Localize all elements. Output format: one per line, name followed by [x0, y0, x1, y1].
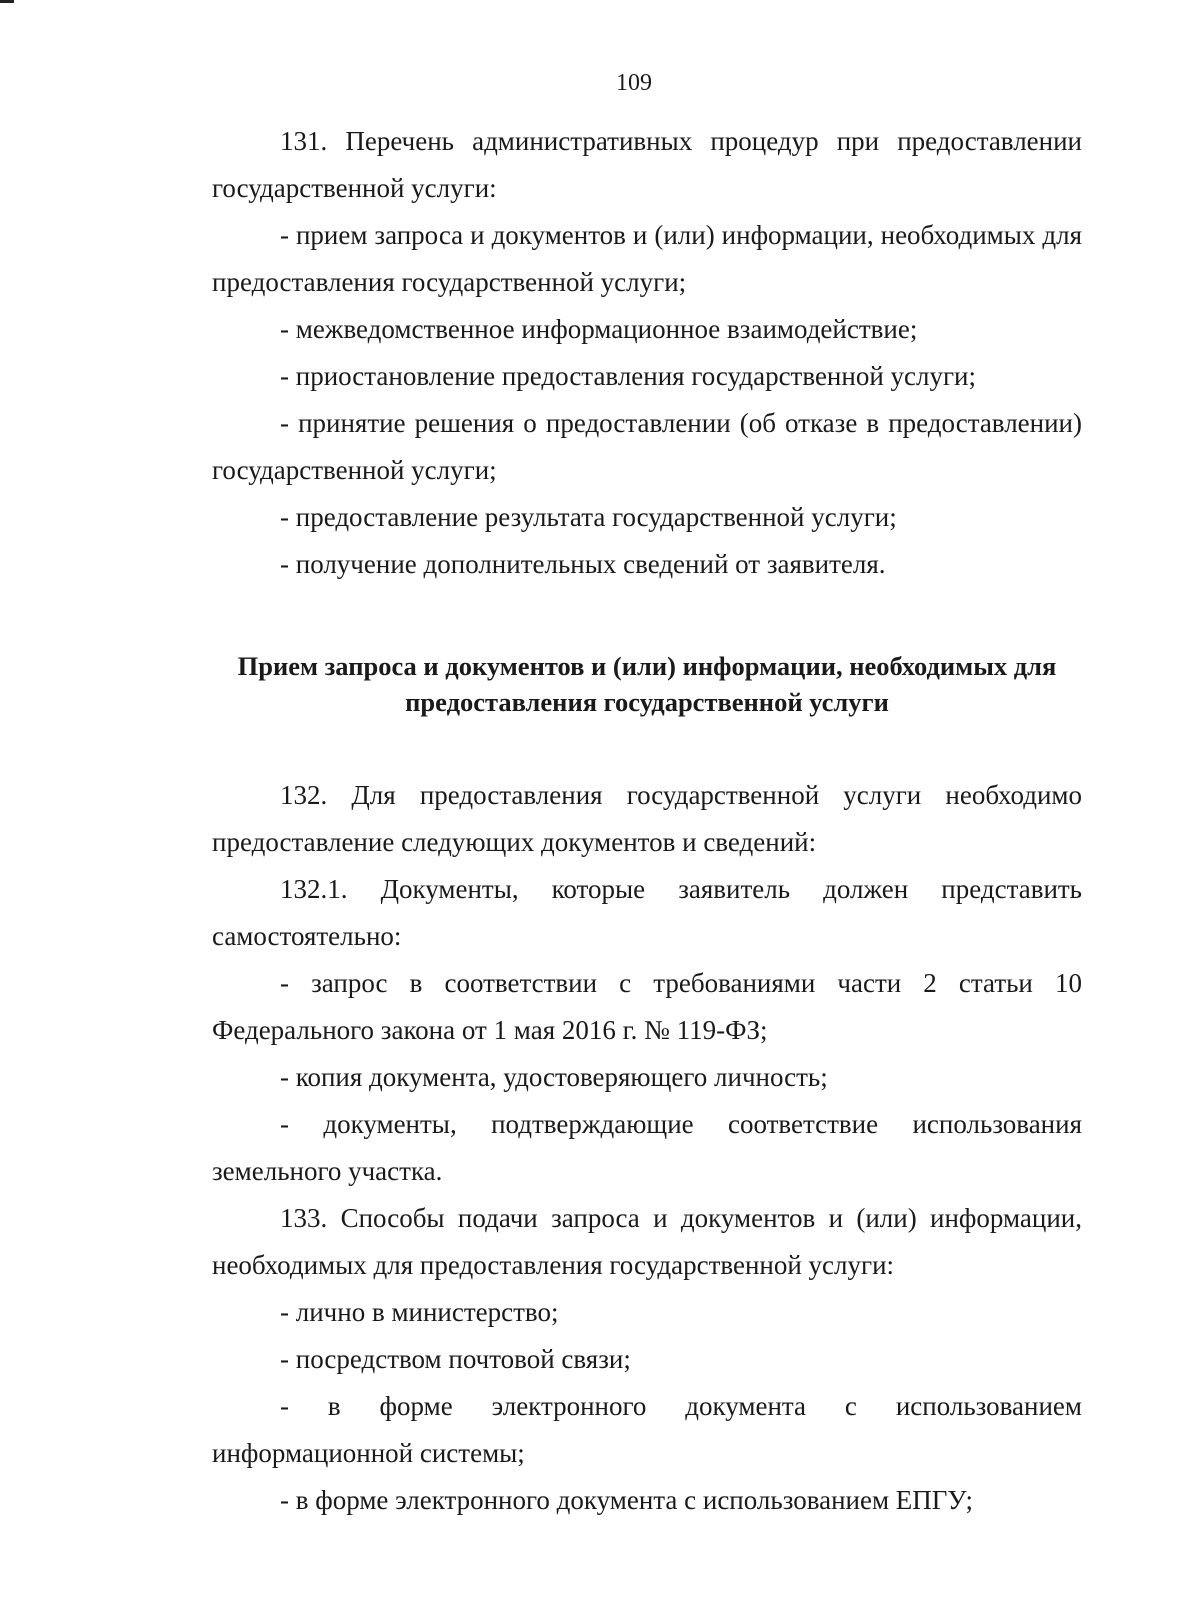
- list-item-epgu: - в форме электронного документа с использованием ЕПГУ;: [280, 1485, 973, 1515]
- list-item-result: - предоставление результата государственной услуги;: [280, 502, 897, 532]
- list-item-request: - запрос в соответствии с требованиями части 2 статьи 10 Федерального закона от 1 мая 2016 г. № 119-ФЗ;: [212, 968, 1082, 1045]
- section-heading-line-2: предоставления государственной услуги: [405, 687, 889, 717]
- scan-corner-mark: [0, 0, 14, 3]
- list-item-interaction: - межведомственное информационное взаимодействие;: [280, 314, 918, 344]
- page-number: 109: [616, 70, 652, 96]
- list-item-decision: - принятие решения о предоставлении (об отказе в предоставлении) государственной услуги;: [212, 408, 1082, 485]
- list-item-reception: - прием запроса и документов и (или) информации, необходимых для предоставления государственной услуги;: [212, 220, 1082, 297]
- paragraph-133: 133. Способы подачи запроса и документов и (или) информации, необходимых для предоставления государственной услуги:: [212, 1203, 1082, 1280]
- list-item-land-docs: - документы, подтверждающие соответствие использования земельного участка.: [212, 1109, 1082, 1186]
- document-body: [212, 118, 1082, 1524]
- paragraph-132: 132. Для предоставления государственной услуги необходимо предоставление следующих документов и сведений:: [212, 780, 1082, 857]
- paragraph-132-1: 132.1. Документы, которые заявитель должен представить самостоятельно:: [212, 874, 1082, 951]
- list-item-additional-info: - получение дополнительных сведений от заявителя.: [280, 549, 886, 579]
- list-item-postal: - посредством почтовой связи;: [280, 1344, 631, 1374]
- list-item-in-person: - лично в министерство;: [280, 1297, 559, 1327]
- list-item-suspension: - приостановление предоставления государственной услуги;: [280, 361, 977, 391]
- paragraph-131: 131. Перечень административных процедур при предоставлении государственной услуги:: [212, 126, 1082, 203]
- section-heading: [212, 648, 1082, 720]
- list-item-info-system: - в форме электронного документа с использованием информационной системы;: [212, 1391, 1082, 1468]
- section-heading-line-1: Прием запроса и документов и (или) информации, необходимых для: [237, 651, 1057, 681]
- list-item-id-copy: - копия документа, удостоверяющего личность;: [280, 1062, 828, 1092]
